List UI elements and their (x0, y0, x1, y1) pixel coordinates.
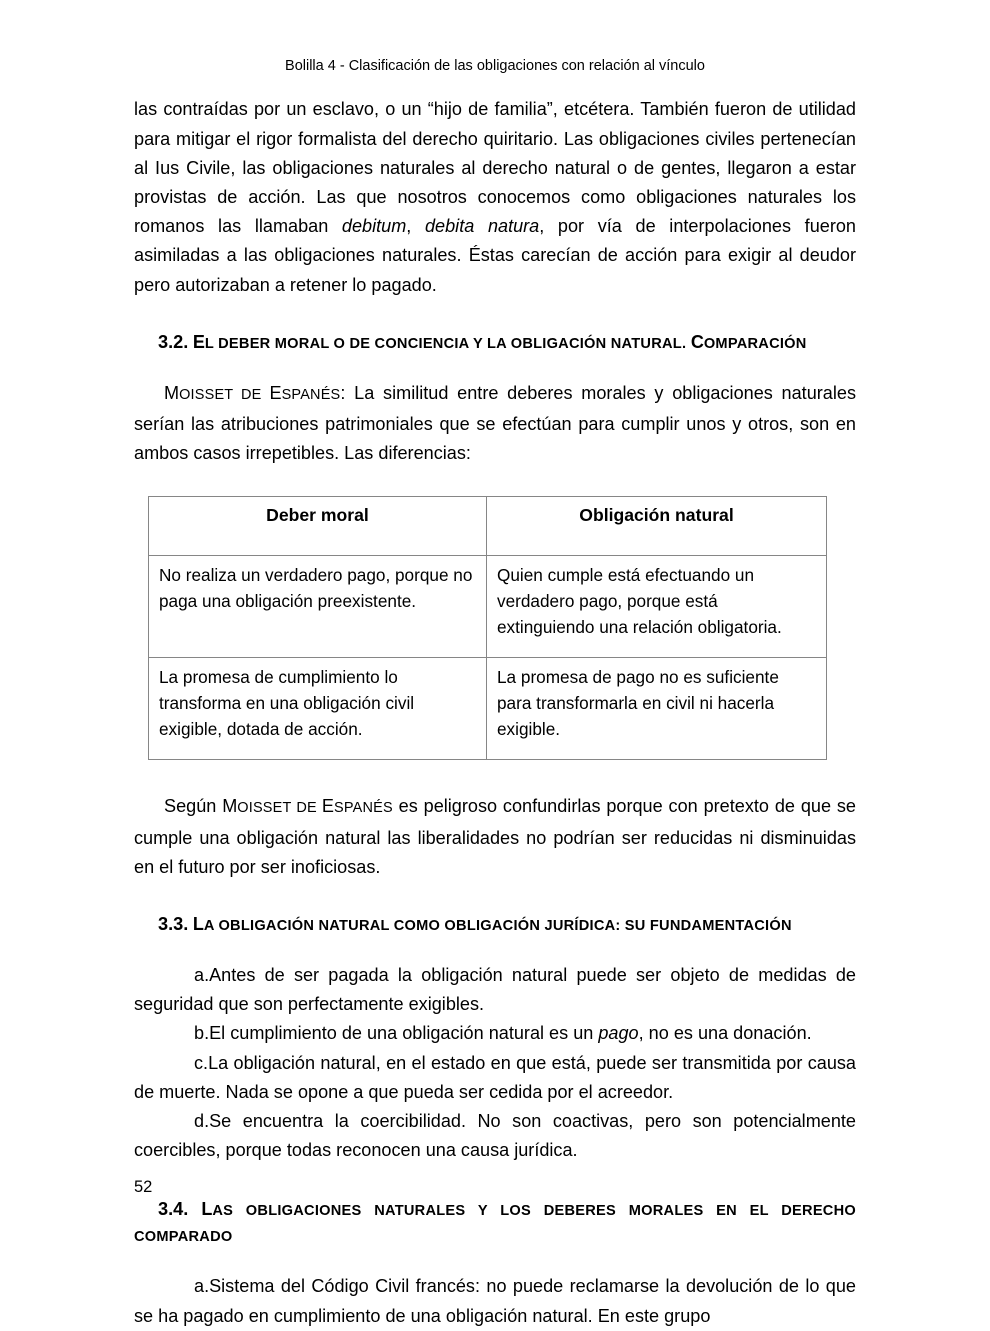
heading-3-4 (134, 1197, 856, 1250)
list-item-a-34 (134, 1272, 856, 1330)
table-cell-r1c2: Quien cumple está efectuando un verdadero pago, porque está extinguiendo una relación obligatoria. (487, 556, 827, 658)
table-cell-r2c1: La promesa de cumplimiento lo transforma en una obligación civil exigible, dotada de acción. (149, 658, 487, 760)
list-item-d-text: Se encuentra la coercibilidad. No son coactivas, pero son potencialmente coercibles, porque todas reconocen una causa jurídica. (134, 1111, 856, 1161)
list-item-c (134, 1049, 856, 1107)
heading-3-3-rest1: A OBLIGACIÓN NATURAL COMO OBLIGACIÓN JURÍDICA: SU FUNDAMENTACIÓN (203, 918, 792, 935)
list-item-a-34-text: Sistema del Código Civil francés: no puede reclamarse la devolución de lo que se ha pagado en cumplimiento de una obligación natural. En este grupo (134, 1276, 856, 1326)
moisset-rest-1: OISSET DE (179, 386, 270, 403)
moisset-cap-m: M (164, 382, 180, 403)
list-item-b (134, 1019, 856, 1048)
heading-3-2-rest2: OMPARACIÓN (703, 335, 807, 352)
intro-italic-debita-natura: debita natura (424, 216, 540, 237)
running-header: Bolilla 4 - Clasificación de las obligaciones con relación al vínculo (285, 58, 705, 74)
list-item-b-label: b. (194, 1023, 210, 1044)
list-item-a-34-label: a. (194, 1276, 210, 1297)
segun-cap-e: E (321, 796, 334, 817)
moisset-body-text: : La similitud entre deberes morales y obligaciones naturales serían las atribuciones patrimoniales que se efectúan para cumplir unos y otros, son en ambos casos irrepetibles. Las diferencias: (134, 382, 856, 464)
list-item-b-pre: El cumplimiento de una obligación natural es un (209, 1023, 599, 1044)
intro-text-part1: las contraídas por un esclavo, o un “hijo de familia”, etcétera. También fueron de utilidad para mitigar el rigor formalista del derecho quiritario. Las obligaciones civiles pertenecían al Ius Civile, las obligaciones naturales al derecho natural o de gentes, llegaron a estar provistas de acción. Las que nosotros conocemos como obligaciones naturales los romanos las llamaban (134, 99, 856, 237)
list-item-a-text: Antes de ser pagada la obligación natural puede ser objeto de medidas de seguridad que son perfectamente exigibles. (134, 965, 856, 1015)
table-header-deber-moral: Deber moral (149, 497, 487, 556)
comparison-table (148, 496, 827, 760)
heading-3-4-number: 3.4. (158, 1199, 189, 1220)
heading-3-2 (134, 330, 856, 357)
segun-rest-1: OISSET DE (237, 800, 322, 817)
table-cell-r2c2: La promesa de pago no es suficiente para transformarla en civil ni hacerla exigible. (487, 658, 827, 760)
table-header-row (149, 497, 827, 556)
segun-cap-m: M (222, 796, 238, 817)
list-item-c-label: c. (194, 1052, 209, 1073)
heading-3-3-number: 3.3. (158, 914, 189, 935)
paragraph-moisset-comparacion (134, 379, 856, 469)
page-number: 52 (134, 1178, 153, 1196)
list-item-b-italic-pago: pago (598, 1023, 639, 1044)
intro-text-mid: , (406, 216, 425, 237)
heading-3-4-cap1: L (201, 1199, 213, 1220)
segun-rest-2: SPANÉS (333, 800, 393, 817)
intro-italic-debitum: debitum (341, 216, 407, 237)
list-item-d (134, 1107, 856, 1165)
list-item-c-text: La obligación natural, en el estado en que está, puede ser transmitida por causa de muerte. Nada se opone a que pueda ser cedida por el acreedor. (134, 1052, 856, 1102)
segun-body-text: es peligroso confundirlas porque con pretexto de que se cumple una obligación natural las liberalidades no podrían ser reducidas ni disminuidas en el futuro por ser inoficiosas. (134, 796, 856, 877)
page-content (134, 0, 856, 1331)
heading-3-2-cap2: C (690, 331, 704, 352)
table-row (149, 658, 827, 760)
list-3-3 (134, 961, 856, 1165)
heading-3-2-rest1: L DEBER MORAL O DE CONCIENCIA Y LA OBLIGACIÓN NATURAL. (204, 335, 687, 352)
heading-3-2-cap1: E (192, 331, 205, 352)
moisset-cap-e: E (269, 382, 282, 403)
segun-lead: Según (164, 796, 223, 817)
paragraph-intro (134, 95, 856, 299)
moisset-rest-2: SPANÉS (281, 386, 341, 403)
heading-3-3-cap1: L (192, 914, 204, 935)
list-item-d-label: d. (194, 1111, 210, 1132)
list-3-4 (134, 1272, 856, 1330)
table-cell-r1c1: No realiza un verdadero pago, porque no paga una obligación preexistente. (149, 556, 487, 658)
list-item-a-label: a. (194, 965, 210, 986)
heading-3-4-rest1: AS OBLIGACIONES NATURALES Y LOS DEBERES MORALES EN EL DERECHO COMPARADO (134, 1203, 856, 1246)
heading-3-2-number: 3.2. (158, 331, 189, 352)
comparison-table-wrapper (134, 496, 856, 760)
list-item-b-post: , no es una donación. (638, 1023, 812, 1044)
paragraph-segun-moisset (134, 792, 856, 882)
list-item-a (134, 961, 856, 1019)
heading-3-3 (134, 912, 856, 939)
intro-text-part2: , por vía de interpolaciones fueron asimiladas a las obligaciones naturales. Éstas carecían de acción para exigir al deudor pero autorizaban a retener lo pagado. (134, 216, 856, 295)
table-header-obligacion-natural: Obligación natural (487, 497, 827, 556)
table-row (149, 556, 827, 658)
